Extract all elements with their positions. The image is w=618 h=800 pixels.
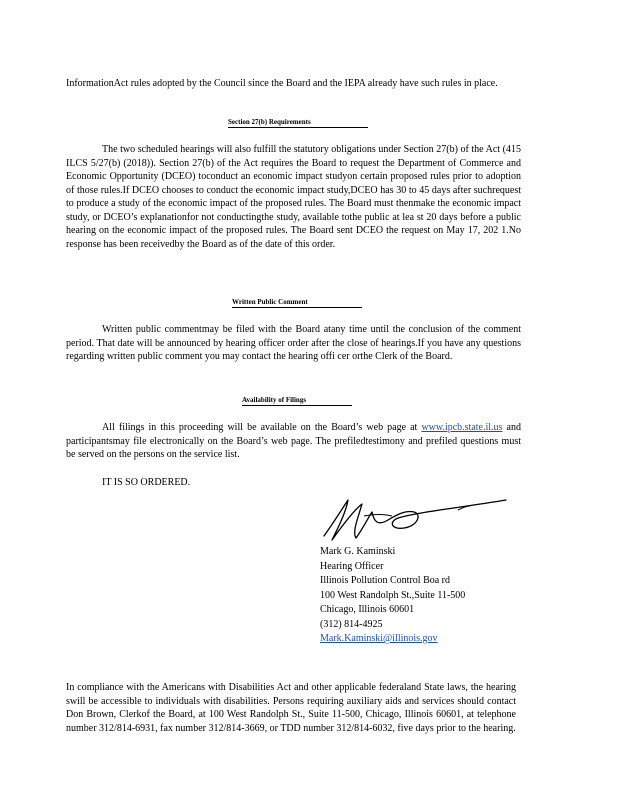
signer-organization: Illinois Pollution Control Boa rd: [320, 575, 451, 586]
filings-paragraph: [66, 421, 521, 462]
signer-name: Mark G. Kaminski: [320, 546, 396, 557]
intro-paragraph: InformationAct rules adopted by the Council since the Board and the IEPA already have such rules in place.: [66, 78, 498, 89]
ada-compliance-notice: In compliance with the Americans with Disabilities Act and other applicable federaland State laws, the hearing swill be accessible to individuals with disabilities. Persons requiring auxiliary aids and services should contact Don Brown, Clerkof the Board, at 100 West Randolph St., Suite 11-500, Chicago, Illinois 60601, at telephone number 312/814-6931, fax number 312/814-3669, or TDD number 312/814-6032, five days prior to the hearing.: [66, 682, 516, 734]
section-27b-paragraph: The two scheduled hearings will also fulfill the statutory obligations under Section 27(b) of the Act (415 ILCS 5/27(b) (2018)). Section 27(b) of the Act requires the Board to request the Department of Commerce and Economic Opportunity (DCEO) toconduct an economic impact studyon certain proposed rules prior to adoption of those rules.If DCEO chooses to conduct the economic impact study,DCEO has 30 to 45 days after suchrequest to produce a study of the economic impact of the proposed rules. The Board must thenmake the economic impact study, or DCEO’s explanationfor not conductingthe study, available tothe public at lea st 20 days before a public hearing on the economic impact of the proposed rules. The Board sent DCEO the request on May 17, 202 1.No response has been receivedby the Board as of the date of this order.: [66, 144, 521, 250]
written-comment-paragraph: Written public commentmay be filed with the Board atany time until the conclusion of the comment period. That date will be announced by hearing officer order after the close of hearings.If you have any questions regarding written public comment you may contact the hearing offi cer orthe Clerk of the Board.: [66, 324, 521, 362]
section-27b-heading: Section 27(b) Requirements: [228, 118, 368, 128]
filings-text-end: and participantsmay file electronically on the Board’s web page. The prefiledtestimony and prefiled questions must be served on the persons on the service list.: [66, 422, 521, 460]
signer-city: Chicago, Illinois 60601: [320, 604, 415, 615]
signer-phone: (312) 814-4925: [320, 618, 383, 630]
ipcb-website-link[interactable]: www.ipcb.state.il.us: [421, 422, 503, 433]
filings-text-start: All filings in this proceeding will be available on the Board’s web page at: [102, 422, 418, 433]
handwritten-signature-icon: [318, 492, 518, 547]
signer-address: 100 West Randolph St.,Suite 11-500: [320, 589, 466, 601]
signer-email-link[interactable]: Mark.Kaminski@illinois.gov: [320, 633, 438, 644]
signature-block: [320, 545, 466, 647]
filings-heading: Availability of Filings: [242, 396, 352, 406]
ordered-statement: IT IS SO ORDERED.: [102, 477, 191, 488]
written-comment-heading: Written Public Comment: [232, 298, 362, 308]
signer-title: Hearing Officer: [320, 560, 384, 572]
